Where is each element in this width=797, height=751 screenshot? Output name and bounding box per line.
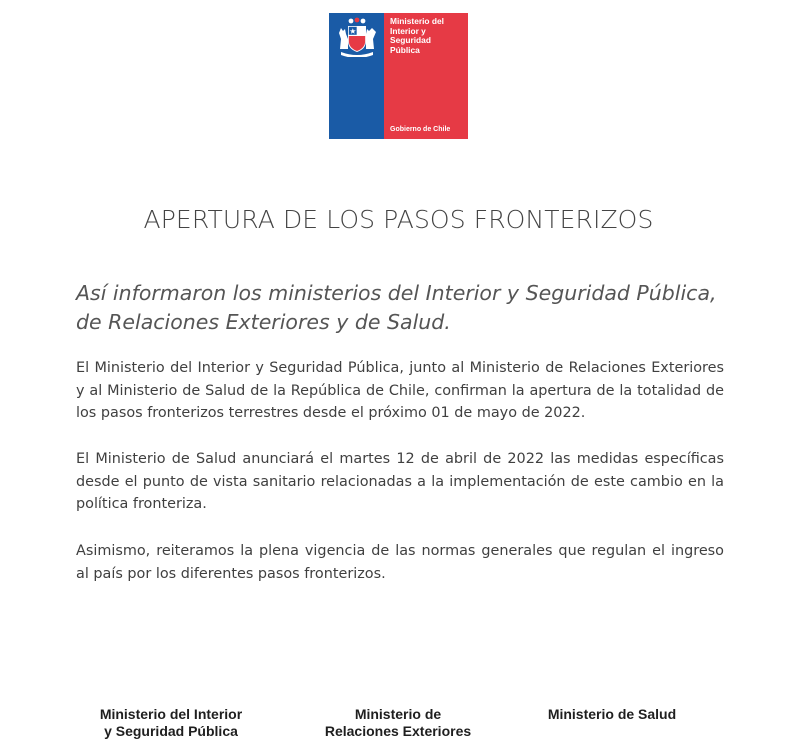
government-logo <box>329 13 468 139</box>
body-paragraph: El Ministerio de Salud anunciará el martes 12 de abril de 2022 las medidas específicas desde el punto de vista sanitario relacionadas a la implementación de este cambio en la política fronteriza. <box>76 451 724 512</box>
signature-ministry-health: Ministerio de Salud <box>547 706 677 722</box>
logo-ministry-name: Ministerio del Interior y Seguridad Pública <box>390 16 444 55</box>
signature-ministry-interior: Ministerio del Interior y Seguridad Pública <box>99 706 243 739</box>
body-paragraph: El Ministerio del Interior y Seguridad Pública, junto al Ministerio de Relaciones Exteriores y al Ministerio de Salud de la República de Chile, confirman la apertura de la totalidad de los pasos fronterizos terrestres desde el próximo 01 de mayo de 2022. <box>76 360 724 421</box>
signature-ministry-foreign-affairs: Ministerio de Relaciones Exteriores <box>324 706 472 739</box>
subtitle: Así informaron los ministerios del Interior y Seguridad Pública, de Relaciones Exteriores y de Salud. <box>76 281 717 334</box>
logo-government-name: Gobierno de Chile <box>390 126 451 133</box>
page-title: APERTURA DE LOS PASOS FRONTERIZOS <box>143 205 654 234</box>
chile-coat-of-arms-icon <box>334 17 380 57</box>
body-paragraph: Asimismo, reiteramos la plena vigencia de las normas generales que regulan el ingreso al país por los diferentes pasos fronterizos. <box>76 543 724 582</box>
logo-blue-panel <box>329 13 384 139</box>
